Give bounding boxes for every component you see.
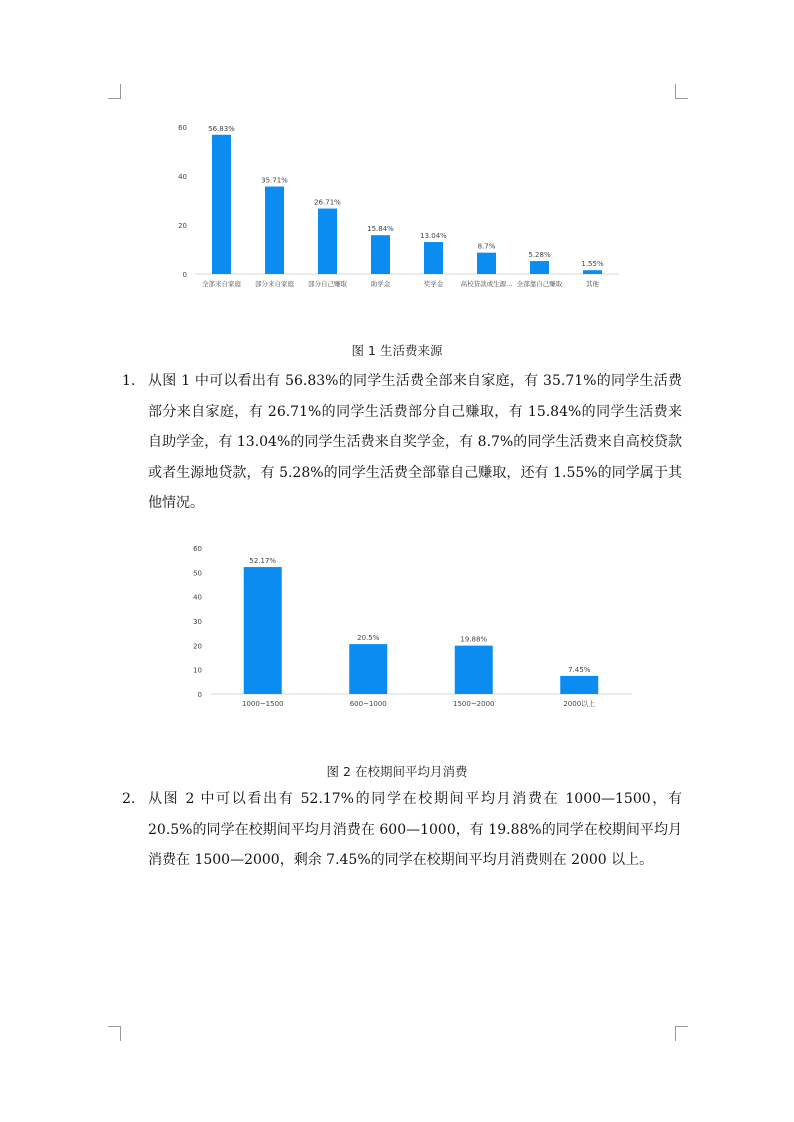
category-label: 部分来自家庭 <box>255 280 294 288</box>
bar <box>212 135 231 274</box>
figure-1-caption: 图 1 生活费来源 <box>351 343 443 358</box>
y-tick-label: 0 <box>197 691 202 699</box>
paragraph-2-text: 从图 2 中可以看出有 52.17%的同学在校期间平均月消费在 1000—1500，有 20.5%的同学在校期间平均月消费在 600—1000，有 19.88%的同学在校期间平均月消费在 1500—2000，剩余 7.45%的同学在校期间平均月消费则在 2000 以上。 <box>148 791 682 868</box>
data-label: 7.45% <box>568 665 591 674</box>
category-label: 奖学金 <box>423 280 444 288</box>
data-label: 52.17% <box>249 557 277 566</box>
category-label: 部分自己赚取 <box>308 280 347 288</box>
data-label: 8.7% <box>477 242 496 251</box>
data-label: 26.71% <box>314 198 341 207</box>
category-label: 全部靠自己赚取 <box>516 280 563 288</box>
category-label: 其他 <box>586 280 599 288</box>
paragraph-1 <box>122 366 682 519</box>
bar <box>265 187 284 274</box>
category-label: 助学金 <box>370 280 391 288</box>
data-label: 5.28% <box>528 251 551 260</box>
bar <box>349 644 387 694</box>
bar <box>318 209 337 274</box>
data-label: 35.71% <box>261 176 288 185</box>
data-label: 20.5% <box>357 634 380 643</box>
paragraph-1-text: 从图 1 中可以看出有 56.83%的同学生活费全部来自家庭，有 35.71%的同学生活费部分来自家庭，有 26.71%的同学生活费部分自己赚取，有 15.84%的同学生活费来自助学金，有 13.04%的同学生活费来自奖学金，有 8.7%的同学生活费来自高校贷款或者生源地贷款，有 5.28%的同学生活费全部靠自己赚取，还有 1.55%的同学属于其他情况。 <box>148 373 682 511</box>
bar <box>583 270 602 274</box>
bar <box>455 646 493 694</box>
y-tick-label: 40 <box>178 173 187 181</box>
bar <box>244 567 282 694</box>
bar <box>560 676 598 694</box>
paragraph-2-number: 2. <box>122 791 136 807</box>
bar <box>477 253 496 274</box>
crop-mark-top-left <box>108 84 121 99</box>
y-tick-label: 30 <box>193 618 202 626</box>
crop-mark-top-right <box>675 84 688 99</box>
category-label: 1000~1500 <box>242 700 284 708</box>
category-label: 2000以上 <box>563 700 596 708</box>
paragraph-1-number: 1. <box>122 373 136 389</box>
bar <box>371 235 390 274</box>
data-label: 13.04% <box>420 232 447 241</box>
data-label: 1.55% <box>581 260 604 269</box>
crop-mark-bottom-left <box>108 1026 121 1041</box>
y-tick-label: 60 <box>178 124 187 132</box>
y-tick-label: 40 <box>193 593 202 602</box>
y-tick-label: 60 <box>193 545 202 553</box>
category-label: 1500~2000 <box>453 700 495 708</box>
paragraph-2 <box>122 784 682 876</box>
y-tick-label: 10 <box>193 666 202 675</box>
category-label: 高校贷款或生源... <box>460 280 513 288</box>
crop-mark-bottom-right <box>675 1026 688 1041</box>
figure-2-caption: 图 2 在校期间平均月消费 <box>326 764 468 779</box>
data-label: 15.84% <box>367 225 394 234</box>
y-tick-label: 20 <box>193 642 202 651</box>
category-label: 全部来自家庭 <box>202 280 241 288</box>
y-tick-label: 50 <box>193 569 202 578</box>
data-label: 56.83% <box>208 124 235 133</box>
monthly-consumption-chart <box>188 540 648 715</box>
y-tick-label: 0 <box>182 271 187 279</box>
living-expense-source-chart <box>165 115 625 295</box>
bar <box>424 242 443 274</box>
data-label: 19.88% <box>460 635 488 644</box>
category-label: 600~1000 <box>349 700 387 708</box>
y-tick-label: 20 <box>178 222 187 230</box>
bar <box>530 261 549 274</box>
